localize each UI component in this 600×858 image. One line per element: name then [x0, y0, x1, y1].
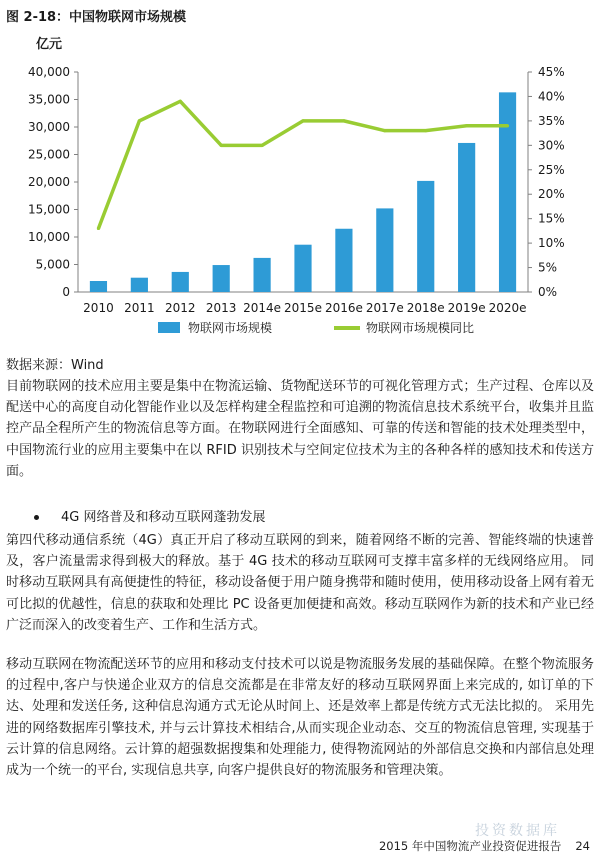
y-left-tick-label: 20,000 [28, 175, 70, 189]
line-point [424, 129, 427, 132]
line-point [342, 119, 345, 122]
y-right-tick-label: 35% [538, 113, 565, 128]
data-source: 数据来源：Wind [6, 358, 104, 373]
bar-2017e [376, 208, 393, 292]
legend-bar-swatch [158, 322, 180, 333]
x-tick-label: 2015e [284, 301, 322, 315]
y-left-tick-label: 30,000 [28, 120, 70, 134]
paragraph-iot-applications: 目前物联网的技术应用主要是集中在物流运输、货物配送环节的可视化管理方式；生产过程、仓库以及配送中心的高度自动化智能作业以及怎样构建全程监控和可追溯的物流信息技术系统平台，收集并且监控产品全程所产生的物流信息等方面。在物联网进行全面感知、可靠的传送和智能的技术处理类型中，中国物流行业的应用主要集中在以 RFID 识别技术与空间定位技术为主的各种各样的感知技术和传送方面。 [6, 379, 594, 479]
bar-2012 [172, 272, 189, 292]
y-left-tick-label: 25,000 [28, 147, 70, 162]
legend-line-label: 物联网市场规模同比 [366, 321, 475, 335]
y-right-tick-label: 25% [538, 162, 565, 177]
x-tick-label: 2013 [205, 301, 237, 315]
bar-2020e [499, 92, 516, 292]
line-point [97, 227, 100, 230]
y-left-tick-label: 40,000 [28, 65, 70, 79]
y-right-tick-label: 15% [538, 211, 565, 226]
y-right-tick-label: 5% [538, 260, 558, 275]
y-axis-unit-label: 亿元 [36, 37, 63, 52]
y-left-tick-label: 0 [62, 285, 70, 299]
bar-2016e [335, 229, 352, 292]
y-left-tick-label: 5,000 [35, 257, 70, 272]
y-right-tick-label: 30% [538, 138, 565, 153]
x-tick-label: 2011 [124, 301, 155, 315]
x-tick-label: 2019e [447, 301, 486, 315]
y-right-tick-label: 45% [538, 65, 565, 79]
bar-2018e [417, 181, 434, 292]
chart-svg [0, 26, 600, 350]
page-footer [379, 838, 590, 854]
bullet-text: 4G 网络普及和移动互联网蓬勃发展 [61, 510, 266, 525]
legend-bar-label: 物联网市场规模 [188, 321, 273, 335]
y-right-tick-label: 10% [538, 236, 565, 251]
line-point [506, 124, 509, 127]
bar-2015e [294, 245, 311, 292]
line-point [301, 119, 304, 122]
line-point [138, 119, 141, 122]
bar-2010 [90, 281, 107, 292]
y-left-tick-label: 15,000 [28, 202, 70, 217]
x-tick-label: 2016e [324, 301, 363, 315]
x-tick-label: 2012 [164, 301, 196, 315]
y-right-tick-label: 20% [538, 187, 565, 202]
line-point [179, 100, 182, 103]
y-left-tick-label: 35,000 [28, 92, 70, 107]
page-number: 24 [575, 839, 590, 853]
bullet-4g-heading [34, 506, 265, 525]
market-size-chart [0, 26, 600, 350]
x-tick-label: 2020e [488, 301, 527, 315]
x-tick-label: 2014e [243, 301, 282, 315]
bar-2011 [131, 278, 148, 292]
bullet-dot-icon [34, 515, 39, 520]
x-tick-label: 2010 [83, 301, 114, 315]
y-right-tick-label: 40% [538, 89, 565, 104]
line-point [220, 144, 223, 147]
y-left-tick-label: 10,000 [28, 230, 70, 244]
line-point [260, 144, 263, 147]
figure-title: 图 2-18：中国物联网市场规模 [6, 10, 187, 25]
footer-report-title: 2015 年中国物流产业投资促进报告 [378, 839, 562, 853]
bar-2019e [458, 143, 475, 292]
watermark: 投资数据库 [475, 823, 560, 839]
paragraph-mobile-internet-logistics: 移动互联网在物流配送环节的应用和移动支付技术可以说是物流服务发展的基础保障。在整个物流服务的过程中,客户与快递企业双方的信息交流都是在非常友好的移动互联网界面上来完成的, 如订单的下达、处理和发送任务, 这种信息沟通方式无论从时间上、还是效率上都是传统方式无法比拟的。 采用先进的网络数据库引擎技术, 并与云计算技术相结合,从而实现企业动态、交互的物流信息管理, 实现基于云计算的信息网络。云计算的超强数据搜集和处理能力, 使得物流网站的外部信息交换和内部信息处理成为一个统一的平台, 实现信息共享, 向客户提供良好的物流服务和管理决策。 [6, 657, 594, 779]
x-tick-label: 2017e [365, 301, 404, 315]
paragraph-4g: 第四代移动通信系统（4G）真正开启了移动互联网的到来，随着网络不断的完善、智能终端的快速普及，客户流量需求得到极大的释放。基于 4G 技术的移动互联网可支撑丰富多样的无线网络应用。 同时移动互联网具有高便捷性的特征，移动设备便于用户随身携带和随时使用，使用移动设备上网有着无可比拟的优越性，信息的获取和处理比 PC 设备更加便捷和高效。移动互联网作为新的技术和产业已经广泛而深入的改变着生产、工作和生活方式。 [6, 533, 594, 633]
bar-2014e [254, 258, 271, 292]
y-right-tick-label: 0% [538, 285, 558, 299]
line-point [383, 129, 386, 132]
bar-2013 [213, 265, 230, 292]
x-tick-label: 2018e [406, 301, 445, 315]
line-point [465, 124, 468, 127]
